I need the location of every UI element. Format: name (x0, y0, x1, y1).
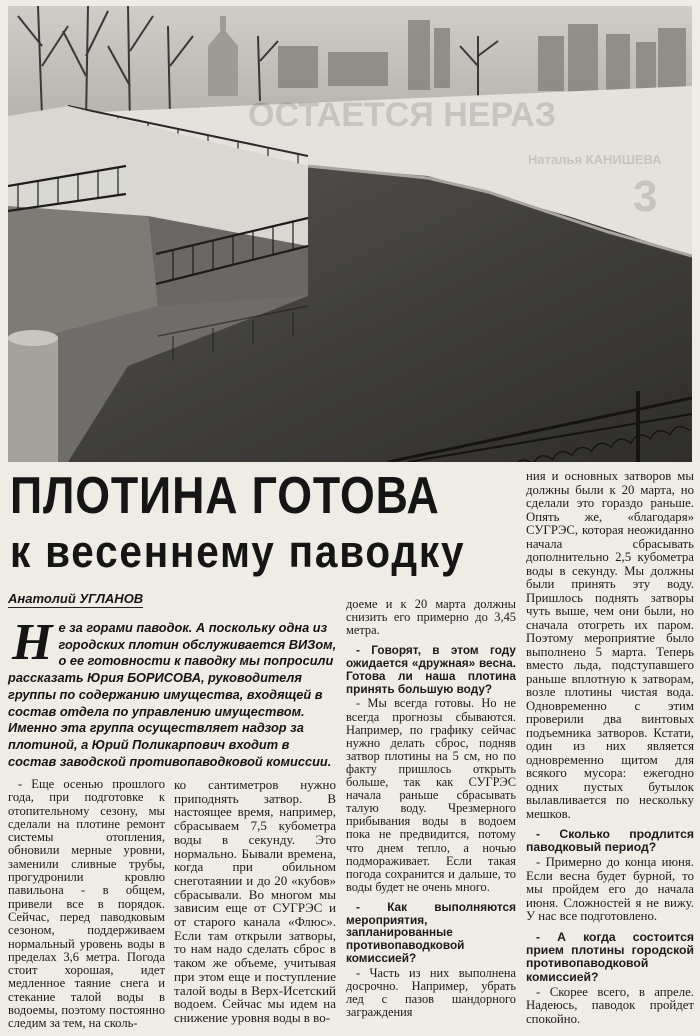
body-paragraph: - Часть из них выполнена досрочно. Например, убрать лед с пазов шандорного заграждения (346, 965, 516, 1020)
article-column-3 (346, 598, 516, 1021)
body-paragraph: ния и основных затворов мы должны были к 20 марта, но сделали это гораздо раньше. Опять же, «благодаря» СУГРЭС, которая неожиданно начала сбрасывать дополнительно 2,5 кубометра воды в секунду. Мы должны были принять эту воду. Пришлось поднять затворы чуть выше, чем они были, но сначала отогреть их паром. Поэтому мероприятие было выполнено 5 марта. Теперь вместо льда, подступавшего раньше вплотную к затворам, возле плотины чистая вода. Одновременно с этим проверили два винтовых подъемника затворов. Кстати, один из них является одновременно щитом для всякого мусора: ежегодно одних пустых бутылок вылавливается по нескольку мешков. (526, 469, 694, 821)
author-byline: Анатолий УГЛАНОВ (8, 591, 144, 606)
dam-photo (8, 6, 692, 462)
interview-question: - Как выполняются мероприятия, запланированные противопаводковой комиссией? (346, 899, 516, 966)
interview-question: - А когда состоится прием плотины городской противопаводковой комиссией? (526, 929, 694, 984)
lead-paragraph (8, 614, 340, 770)
svg-text:3: 3 (633, 172, 658, 221)
headline-line-2: к весеннему паводку (10, 526, 466, 577)
body-paragraph: - Скорее всего, в апреле. Надеюсь, паводок пройдет спокойно. (526, 984, 694, 1026)
body-paragraph: ко сантиметров нужно приподнять затвор. В настоящее время, например, сбрасываем 7,5 кубометра воды в секунду. Это нормально. Бывали времена, когда при обильном снеготаянии и до 20 «кубов» сбрасывали. Во многом мы зависим еще от СУГРЭС и от старого канала «Флюс». Если там открыли затворы, то нам надо сделать сброс в таком же объеме, учитывая при этом еще и поступление талой воды в Верх-Исетский водоем. Сейчас мы идем на снижение уровня воды в во- (174, 777, 336, 1025)
interview-question: - Говорят, в этом году ожидается «дружная» весна. Готова ли наша плотина принять большую воду? (346, 643, 516, 696)
drop-cap: Н (12, 614, 53, 671)
article-column-1 (8, 778, 165, 1033)
article-column-2 (174, 778, 336, 1027)
body-paragraph: - Примерно до конца июня. Если весна будет бурной, то мы пройдем его до начала июня. Сложностей я не вижу. У нас все подготовлено. (526, 855, 694, 924)
dam-photo-illustration (8, 6, 692, 462)
article-column-4 (526, 470, 694, 1028)
headline-line-1: ПЛОТИНА ГОТОВА (10, 467, 440, 525)
body-paragraph: - Еще осенью прошлого года, при подготовке к отопительному сезону, мы сделали на плотине ремонт системы отопления, обновили мерные уровни, заменили сливные трубы, прогудронили кровлю павильона - в общем, привели все в порядок. Сейчас, перед паводковым сезоном, поддерживаем нормальный уровень воды в пределах 3,6 метра. Погода стоит хорошая, идет медленное таяние снега и стекание талой воды в водоемы, поэтому постоянно следим за тем, на сколь- (8, 777, 165, 1031)
svg-text:ОСТАЕТСЯ НЕРАЗ: ОСТАЕТСЯ НЕРАЗ (248, 96, 556, 134)
body-paragraph: доеме и к 20 марта должны снизить его примерно до 3,45 метра. (346, 597, 516, 638)
interview-question: - Сколько продлится паводковый период? (526, 827, 694, 855)
lead-text: е за горами паводок. А поскольку одна из городских плотин обслуживается ВИЗом, о ее готовности к паводку мы попросили рассказать Юрия БОРИСОВА, руководителя группы по содержанию имущества, входящей в состав отдела по управлению имуществом. Именно эта группа осуществляет надзор за плотиной, а Юрий Поликарпович входит в состав заводской противопаводковой комиссии. (8, 620, 337, 769)
body-paragraph: - Мы всегда готовы. Но не всегда прогнозы сбываются. Например, по графику сейчас нужно делать сброс, подняв затвор плотины на 5 см, но по факту пришлось открыть больше, так как СУГРЭС начала раньше сбрасывать талую воду. Чрезмерного прибывания воды в водоем пока не предвидится, потому что днем тепло, а ночью подмораживает. Если такая погода сохранится и дальше, то воды будет не очень много. (346, 696, 516, 894)
svg-text:Наталья КАНИШЕВА: Наталья КАНИШЕВА (528, 152, 662, 167)
